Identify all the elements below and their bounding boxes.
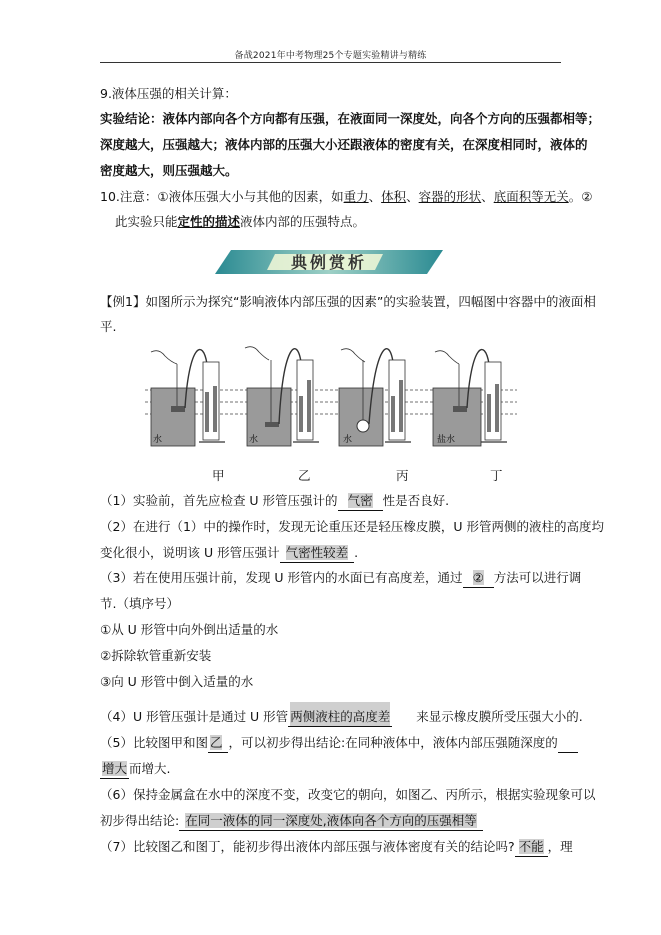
- q6-answer: 在同一液体的同一深度处,液体向各个方向的压强相等: [185, 813, 477, 828]
- q5-text: （5）比较图甲和图: [100, 735, 208, 750]
- q4-answer: 两侧液柱的高度差: [290, 702, 390, 726]
- section10-end: 。②: [568, 189, 593, 204]
- q2-answer: 气密性较差: [285, 545, 349, 560]
- example-line2: 平.: [100, 319, 117, 334]
- q3-answer-blank: [463, 569, 494, 588]
- page-header-title: 备战2021年中考物理25个专题实验精讲与精练: [234, 51, 427, 61]
- label-ding: 丁: [490, 468, 503, 483]
- q2-text-end: .: [354, 545, 359, 560]
- hand-icon: [151, 351, 177, 364]
- q3-answer: ②: [472, 570, 484, 585]
- q7-text-end: ，理: [547, 839, 573, 854]
- q7-answer: 不能: [518, 839, 544, 854]
- section10-lead: 10.注意：①液体压强大小与其他的因素，如: [100, 189, 344, 204]
- q4-text: （4）U 形管压强计是通过 U 形管: [100, 709, 289, 724]
- liquid-label: 水: [153, 435, 163, 445]
- liquid-label: 水: [249, 435, 259, 445]
- liquid-label: 盐水: [437, 435, 456, 445]
- question-7: [100, 838, 573, 857]
- q5-blank-tail: [558, 734, 578, 753]
- factor-volume: 体积: [381, 189, 407, 204]
- section10-line2a: 此实验只能: [115, 214, 178, 229]
- question-4: [100, 708, 583, 727]
- q5-text-end: 而增大.: [129, 761, 171, 776]
- separator: 、: [368, 189, 382, 204]
- q6-answer-blank: [179, 812, 482, 831]
- header-divider: [100, 62, 561, 63]
- q4-text-end: 来显示橡皮膜所受压强大小的.: [416, 709, 583, 724]
- question-6-line2: [100, 812, 483, 831]
- hand-icon: [245, 347, 269, 360]
- question-5-line1: [100, 734, 578, 753]
- qualitative-description: 定性的描述: [177, 214, 241, 229]
- q2-text: 变化很小，说明该 U 形管压强计: [100, 545, 280, 560]
- example-line1: 【例1】如图所示为探究“影响液体内部压强的因素”的实验装置，四幅图中容器中的液面相: [100, 294, 596, 309]
- apparatus-jia: [151, 350, 225, 446]
- factor-shape: 容器的形状: [418, 189, 482, 204]
- label-yi: 乙: [298, 468, 311, 483]
- q4-answer-blank: [288, 708, 392, 727]
- section10-line1: [100, 188, 592, 206]
- factor-area: 底面积等无关: [493, 189, 569, 204]
- q5-answer1: 乙: [209, 735, 223, 750]
- question-2-line2: [100, 544, 358, 563]
- hand-icon: [435, 351, 459, 364]
- hand-icon: [341, 349, 365, 362]
- q3-text: （3）若在使用压强计前，发现 U 形管内的水面已有高度差，通过: [100, 570, 463, 585]
- q7-text: （7）比较图乙和图丁，能初步得出液体内部压强与液体密度有关的结论吗?: [100, 839, 515, 854]
- q5-text-mid: ，可以初步得出结论:在同种液体中，液体内部压强随深度的: [228, 735, 558, 750]
- separator: 、: [406, 189, 419, 204]
- q5-answer2-blank: [100, 760, 129, 779]
- banner-title: 典例赏析: [290, 253, 368, 272]
- apparatus-ding: [433, 350, 507, 446]
- label-jia: 甲: [212, 468, 225, 483]
- metal-box: [265, 422, 279, 427]
- section10-line2b: 液体内部的压强特点。: [240, 214, 366, 229]
- q5-answer1-blank: [208, 734, 229, 753]
- q1-text: （1）实验前，首先应检查 U 形管压强计的: [100, 493, 338, 508]
- q5-answer2: 增大: [102, 761, 128, 776]
- q1-answer: 气密: [347, 493, 373, 508]
- section9-line1: 实验结论：液体内部向各个方向都有压强，在液面同一深度处，向各个方向的压强都相等；: [100, 111, 601, 126]
- liquid-label: 水: [343, 435, 353, 445]
- question-2-line1: （2）在进行（1）中的操作时，发现无论重压还是轻压橡皮膜，U 形管两侧的液柱的高度均: [100, 519, 605, 534]
- question-3-line1: [100, 569, 581, 588]
- metal-box: [453, 406, 467, 412]
- option-2: ②拆除软管重新安装: [100, 648, 212, 663]
- section9-heading: 9.液体压强的相关计算：: [100, 86, 237, 101]
- option-3: ③向 U 形管中倒入适量的水: [100, 674, 254, 689]
- apparatus-bing: [339, 349, 411, 446]
- example-banner: [215, 248, 443, 276]
- option-1: ①从 U 形管中向外倒出适量的水: [100, 622, 279, 637]
- question-1: [100, 492, 449, 511]
- q7-answer-blank: [515, 838, 548, 857]
- question-5-line2: [100, 760, 171, 779]
- experiment-figure: [145, 344, 517, 448]
- metal-box: [171, 406, 185, 412]
- label-bing: 丙: [396, 468, 409, 483]
- metal-box: [357, 420, 369, 432]
- apparatus-yi: [245, 347, 319, 446]
- section10-line2: [115, 213, 365, 231]
- question-6-line1: （6）保持金属盒在水中的深度不变，改变它的朝向，如图乙、丙所示，根据实验现象可以: [100, 787, 596, 802]
- factor-gravity: 重力: [343, 189, 369, 204]
- q3-text-end: 方法可以进行调: [493, 570, 582, 585]
- q2-answer-blank: [280, 544, 355, 563]
- q1-answer-blank: [338, 492, 383, 511]
- q1-text-end: 性是否良好.: [382, 493, 450, 508]
- question-3-line2: 节.（填序号）: [100, 596, 179, 611]
- separator: 、: [481, 189, 494, 204]
- q6-text: 初步得出结论:: [100, 813, 180, 828]
- section9-line3: 密度越大，则压强越大。: [100, 163, 238, 178]
- section9-line2: 深度越大，压强越大；液体内部的压强大小还跟液体的密度有关，在深度相同时，液体的: [100, 137, 588, 152]
